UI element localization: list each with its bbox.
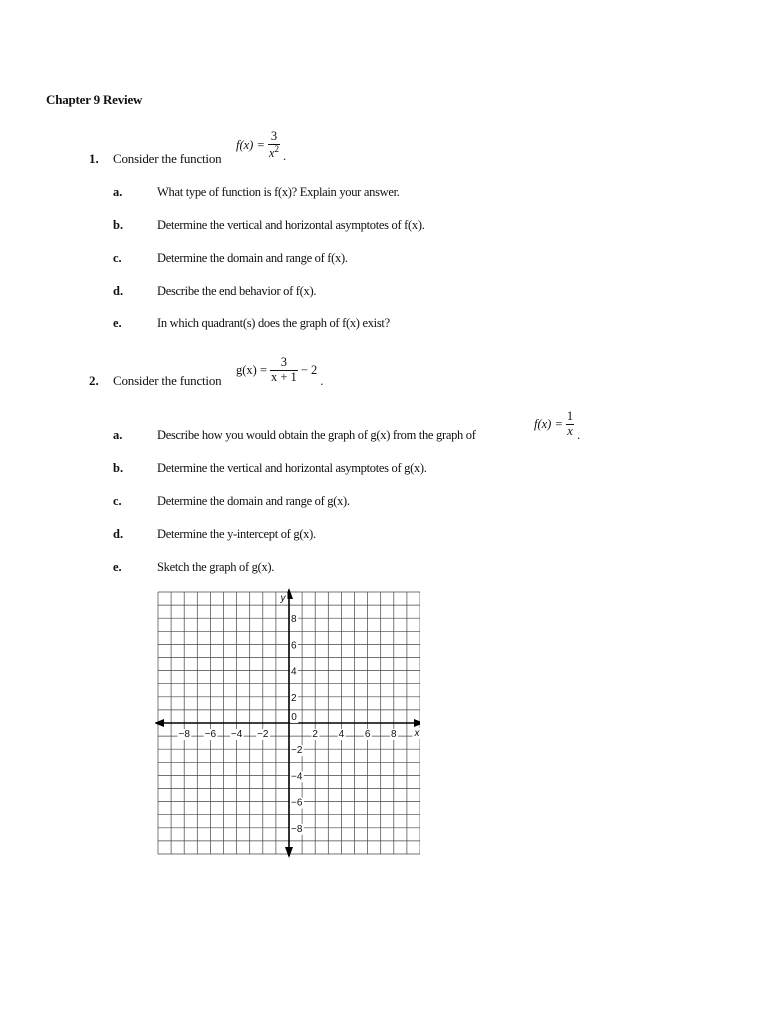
q1c-text: Determine the domain and range of f(x). <box>157 251 348 265</box>
q1a-letter: a. <box>113 185 123 199</box>
q1c-letter: c. <box>113 251 122 265</box>
x-tick-label: −8 <box>178 729 190 740</box>
x-axis-right-arrow-icon <box>414 719 420 727</box>
coordinate-grid[interactable] <box>155 588 420 863</box>
y-tick-label: 4 <box>291 666 297 678</box>
y-tick-label: −2 <box>291 745 303 757</box>
grid-labels <box>177 593 420 835</box>
q1-function-formula <box>236 127 286 164</box>
y-tick-label: 2 <box>291 692 297 704</box>
q2c-text: Determine the domain and range of g(x). <box>157 494 350 508</box>
y-tick-label: −8 <box>291 823 303 835</box>
question-2-number: 2. <box>89 373 99 388</box>
y-tick-label: 8 <box>291 614 297 626</box>
q1-function-fraction <box>268 130 280 161</box>
q2-function-constant: − 2 <box>300 363 318 377</box>
x-tick-label: −6 <box>204 729 217 740</box>
y-tick-label: −4 <box>291 771 303 783</box>
q2-function-denominator: x + 1 <box>271 370 297 384</box>
x-tick-label: 4 <box>338 729 345 740</box>
y-axis-label: y <box>280 593 286 604</box>
q2-function-lhs: g(x) = <box>236 363 267 377</box>
q2-function-fraction <box>270 356 298 385</box>
q1d-letter: d. <box>113 284 124 298</box>
q2a-letter: a. <box>113 428 123 442</box>
q1e-text: In which quadrant(s) does the graph of f(x) exist? <box>157 316 390 330</box>
q2d-letter: d. <box>113 527 124 541</box>
q2d-text: Determine the y-intercept of g(x). <box>157 527 316 541</box>
x-axis-label: x <box>414 728 420 739</box>
q2a-reference-function <box>534 406 580 443</box>
q1d-text: Describe the end behavior of f(x). <box>157 284 317 298</box>
q2a-ref-period: . <box>577 428 581 442</box>
chapter-heading: Chapter 9 Review <box>46 92 143 107</box>
x-tick-label: −2 <box>257 729 269 740</box>
coordinate-grid-svg <box>155 588 420 863</box>
question-1-intro: Consider the function <box>113 151 222 166</box>
q2a-ref-lhs: f(x) = <box>534 417 563 431</box>
q2b-letter: b. <box>113 461 124 475</box>
y-axis-down-arrow-icon <box>285 847 293 858</box>
question-1-number: 1. <box>89 151 99 166</box>
q2b-text: Determine the vertical and horizontal asymptotes of g(x). <box>157 461 427 475</box>
q1-function-denominator: $x^2$ <box>268 143 279 161</box>
q2a-ref-numerator: 1 <box>566 409 574 424</box>
q2e-letter: e. <box>113 560 122 574</box>
x-tick-label: 8 <box>391 729 397 740</box>
q2-function-numerator: 3 <box>280 355 288 370</box>
origin-label: 0 <box>291 712 297 723</box>
q2a-text: Describe how you would obtain the graph of g(x) from the graph of <box>157 428 476 442</box>
q2e-text: Sketch the graph of g(x). <box>157 560 275 574</box>
q1a-text: What type of function is f(x)? Explain your answer. <box>157 185 400 199</box>
q1b-letter: b. <box>113 218 124 232</box>
x-axis-left-arrow-icon <box>155 719 164 727</box>
y-tick-label: −6 <box>291 797 303 809</box>
q2-function-period: . <box>320 374 324 388</box>
x-tick-label: 2 <box>312 729 318 740</box>
q1e-letter: e. <box>113 316 122 330</box>
q1-function-lhs: f(x) = <box>236 138 265 152</box>
q2a-ref-denominator: x <box>567 424 573 438</box>
question-2-intro: Consider the function <box>113 373 222 388</box>
x-tick-label: 6 <box>364 729 371 740</box>
grid-axes <box>155 588 420 858</box>
q2c-letter: c. <box>113 494 122 508</box>
q1-function-period: . <box>282 149 287 163</box>
y-tick-label: 6 <box>291 640 297 652</box>
x-tick-label: −4 <box>230 729 243 740</box>
q1b-text: Determine the vertical and horizontal asymptotes of f(x). <box>157 218 425 232</box>
q2-function-formula <box>236 352 323 389</box>
q2a-ref-fraction <box>566 410 574 439</box>
q1-function-numerator: 3 <box>270 129 278 144</box>
